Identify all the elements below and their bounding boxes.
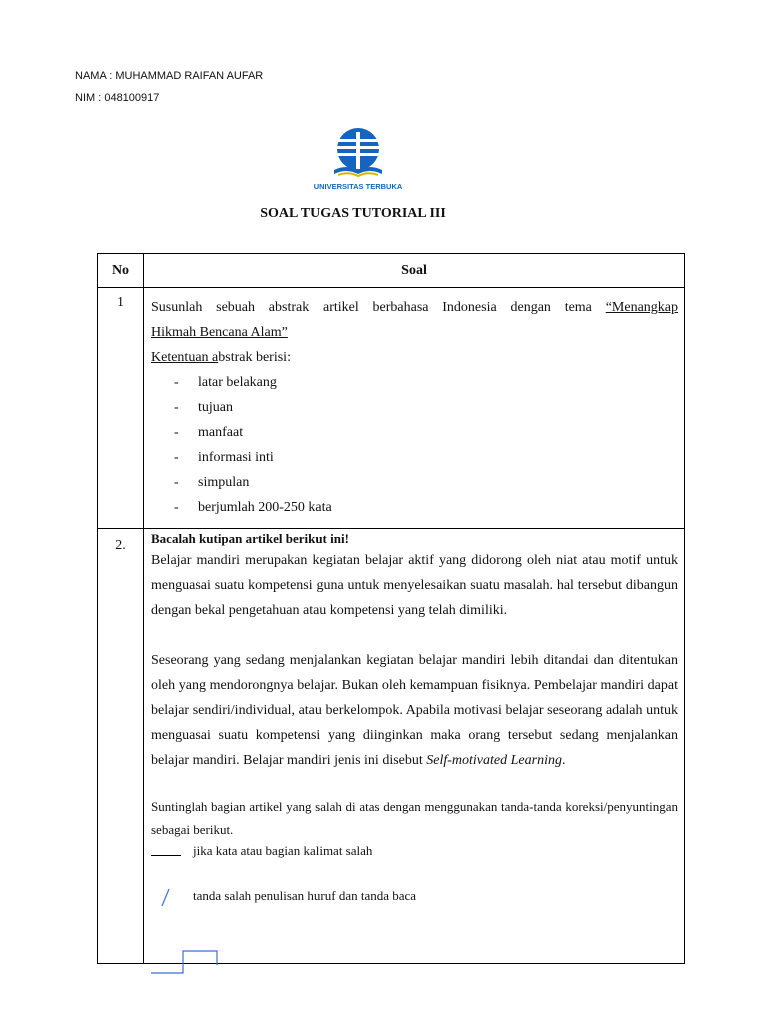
- article-paragraph-1: Belajar mandiri merupakan kegiatan belajar aktif yang didorong oleh niat atau motif untuk menguasai suatu kompetensi guna untuk menyelesaikan suatu masalah. hal tersebut dibangun dengan bekal pengetahuan atau kompetensi yang telah dimiliki.: [151, 553, 678, 618]
- slash-mark-icon: [159, 888, 173, 908]
- list-item: - tujuan: [174, 400, 233, 415]
- question-number: 2.: [98, 529, 144, 964]
- table-row: [98, 529, 685, 964]
- article-paragraph-2: Seseorang yang sedang menjalankan kegiatan belajar mandiri lebih ditandai dan ditentukan oleh yang mendorongnya belajar. Bukan oleh kemampuan fisiknya. Pembelajar mandiri dapat belajar sendiri/individual, atau berkelompok. Apabila motivasi belajar seseorang adalah untuk menguasai suatu kompetensi yang diinginkan maka orang tersebut sedang menjalankan belajar mandiri. Belajar mandiri jenis ini disebut Self-motivated Learning.: [151, 653, 678, 768]
- ketentuan-line: [151, 345, 678, 370]
- list-item: - latar belakang: [174, 375, 277, 390]
- student-name: NAMA : MUHAMMAD RAIFAN AUFAR: [75, 70, 264, 82]
- question-2-heading: Bacalah kutipan artikel berikut ini!: [151, 531, 349, 546]
- question-2-content: [144, 529, 685, 964]
- questions-table: [97, 253, 685, 964]
- ut-emblem-icon: [312, 126, 404, 196]
- list-item: - simpulan: [174, 475, 250, 490]
- list-item: - manfaat: [174, 425, 244, 440]
- list-item: - informasi inti: [174, 450, 274, 465]
- editing-instruction: Suntinglah bagian artikel yang salah di atas dengan menggunakan tanda-tanda koreksi/penyuntingan sebagai berikut.: [151, 799, 678, 837]
- question-1-theme-end: Hikmah Bencana Alam”: [151, 325, 288, 340]
- question-1-theme-start: “Menangkap: [605, 300, 678, 315]
- document-title: SOAL TUGAS TUTORIAL III: [260, 206, 446, 221]
- italic-term: Self-motivated Learning: [426, 753, 562, 768]
- column-header-no: No: [98, 254, 144, 288]
- column-header-soal: Soal: [144, 254, 685, 288]
- university-logo: [312, 126, 404, 196]
- question-1-line-1: [151, 295, 678, 320]
- question-1-content: [144, 288, 685, 529]
- list-item: - berjumlah 200-250 kata: [174, 500, 332, 515]
- table-header-row: [98, 254, 685, 288]
- university-name: UNIVERSITAS TERBUKA: [313, 182, 403, 191]
- legend-underline: jika kata atau bagian kalimat salah: [151, 841, 678, 864]
- table-row: [98, 288, 685, 529]
- legend-slash: tanda salah penulisan huruf dan tanda baca: [151, 886, 678, 909]
- underline-mark-icon: [151, 855, 181, 856]
- ketentuan-label: Ketentuan a: [151, 350, 219, 365]
- question-1-line-2: [151, 320, 678, 345]
- correction-bracket-icon: [151, 950, 219, 975]
- ketentuan-rest: bstrak berisi:: [218, 350, 291, 365]
- question-1-text: Susunlah sebuah abstrak artikel berbahasa Indonesia dengan tema: [151, 300, 592, 315]
- student-nim: NIM : 048100917: [75, 92, 160, 104]
- question-number: 1: [98, 288, 144, 529]
